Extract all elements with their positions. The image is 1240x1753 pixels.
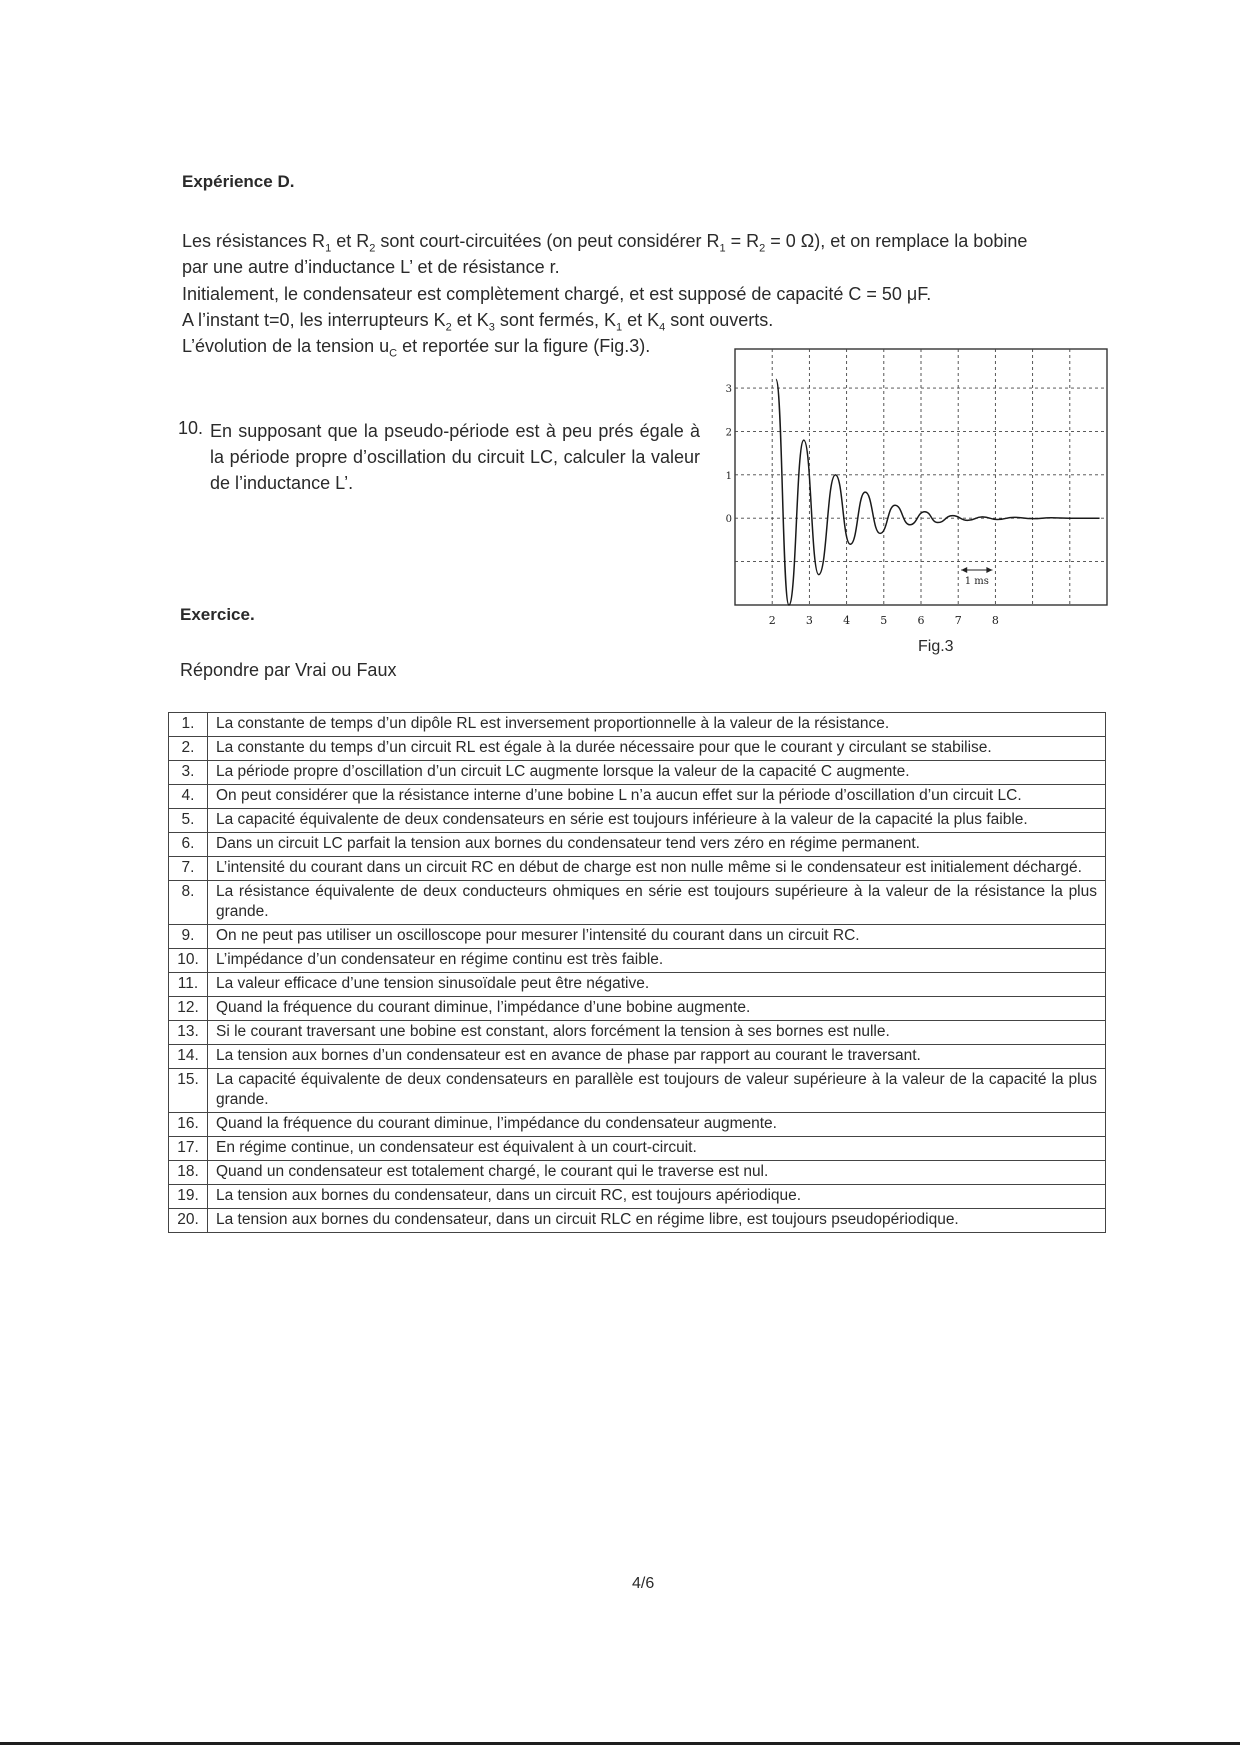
statement-number: 1. (169, 713, 208, 737)
statement-text: La tension aux bornes d’un condensateur est en avance de phase par rapport au courant le traversant. (208, 1045, 1106, 1069)
table-row (169, 1069, 1106, 1113)
question-number: 10. (178, 418, 204, 438)
oscillogram-chart (722, 345, 1112, 625)
table-row (169, 881, 1106, 925)
table-row (169, 713, 1106, 737)
statement-text: La période propre d’oscillation d’un circuit LC augmente lorsque la valeur de la capacité C augmente. (208, 761, 1106, 785)
x-tick-label: 7 (954, 614, 962, 625)
statement-text: La capacité équivalente de deux condensateurs en série est toujours inférieure à la valeur de la capacité la plus faible. (208, 809, 1106, 833)
table-row (169, 1161, 1106, 1185)
uc-voltage-curve (776, 379, 1100, 605)
statement-number: 20. (169, 1209, 208, 1233)
table-row (169, 949, 1106, 973)
statement-text: La capacité équivalente de deux condensateurs en parallèle est toujours de valeur supérieure à la valeur de la capacité la plus grande. (208, 1069, 1106, 1113)
statement-number: 18. (169, 1161, 208, 1185)
statement-number: 2. (169, 737, 208, 761)
statement-text: Quand la fréquence du courant diminue, l’impédance d’une bobine augmente. (208, 997, 1106, 1021)
statement-text: Quand un condensateur est totalement chargé, le courant qui le traverse est nul. (208, 1161, 1106, 1185)
statement-number: 7. (169, 857, 208, 881)
statement-text: On peut considérer que la résistance interne d’une bobine L n’a aucun effet sur la période d’oscillation d’un circuit LC. (208, 785, 1106, 809)
statement-number: 19. (169, 1185, 208, 1209)
table-row (169, 761, 1106, 785)
statement-text: La résistance équivalente de deux conducteurs ohmiques en série est toujours supérieure à la valeur de la résistance la plus grande. (208, 881, 1106, 925)
paragraph-line-5: L’évolution de la tension $u_C$ et reportée sur la figure (Fig.3). (182, 336, 651, 360)
statement-number: 8. (169, 881, 208, 925)
statement-number: 13. (169, 1021, 208, 1045)
table-row (169, 737, 1106, 761)
statement-number: 14. (169, 1045, 208, 1069)
table-row (169, 1021, 1106, 1045)
exercise-instruction: Répondre par Vrai ou Faux (180, 660, 397, 680)
statement-text: En régime continue, un condensateur est équivalent à un court-circuit. (208, 1137, 1106, 1161)
paragraph-line-1: Les résistances $R_1$ et $R_2$ sont court-circuitées (on peut considérer $R_1 = R_2 = 0$ Ω), et on remplace la bobine (182, 231, 1028, 255)
table-row (169, 1113, 1106, 1137)
table-row (169, 785, 1106, 809)
true-false-table (168, 712, 1106, 1233)
table-row (169, 925, 1106, 949)
table-row (169, 973, 1106, 997)
table-row (169, 1045, 1106, 1069)
paragraph-line-3: Initialement, le condensateur est complètement chargé, et est supposé de capacité C = 50 μF. (182, 284, 932, 304)
table-row (169, 809, 1106, 833)
statement-number: 5. (169, 809, 208, 833)
figure-caption: Fig.3 (918, 638, 954, 655)
statement-text: La tension aux bornes du condensateur, dans un circuit RLC en régime libre, est toujours pseudopériodique. (208, 1209, 1106, 1233)
x-tick-label: 8 (991, 614, 999, 625)
statement-number: 9. (169, 925, 208, 949)
statement-text: Dans un circuit LC parfait la tension aux bornes du condensateur tend vers zéro en régime permanent. (208, 833, 1106, 857)
statement-text: On ne peut pas utiliser un oscilloscope pour mesurer l’intensité du courant dans un circuit RC. (208, 925, 1106, 949)
table-row (169, 1137, 1106, 1161)
paragraph-line-2: par une autre d’inductance L’ et de résistance r. (182, 257, 560, 277)
page-number: 4/6 (632, 1575, 655, 1592)
statement-text: L’impédance d’un condensateur en régime continu est très faible. (208, 949, 1106, 973)
x-tick-label: 2 (768, 614, 776, 625)
statement-number: 15. (169, 1069, 208, 1113)
y-tick-label: 3 (725, 384, 732, 396)
y-tick-label: 0 (725, 514, 732, 526)
question-text: En supposant que la pseudo-période est à peu prés égale à la période propre d’oscillation du circuit LC, calculer la valeur de l’inductance L’. (210, 421, 700, 493)
y-tick-label: 1 (725, 470, 732, 482)
statement-number: 17. (169, 1137, 208, 1161)
statement-text: Quand la fréquence du courant diminue, l’impédance du condensateur augmente. (208, 1113, 1106, 1137)
scan-edge-line (0, 1742, 1240, 1745)
table-row (169, 1185, 1106, 1209)
statement-number: 6. (169, 833, 208, 857)
table-row (169, 1209, 1106, 1233)
statement-number: 4. (169, 785, 208, 809)
statement-number: 10. (169, 949, 208, 973)
statement-number: 3. (169, 761, 208, 785)
exercise-title: Exercice. (180, 605, 255, 624)
statement-text: La valeur efficace d’une tension sinusoïdale peut être négative. (208, 973, 1106, 997)
table-row (169, 857, 1106, 881)
statement-text: Si le courant traversant une bobine est constant, alors forcément la tension à ses bornes est nulle. (208, 1021, 1106, 1045)
statement-number: 11. (169, 973, 208, 997)
statement-text: La tension aux bornes du condensateur, dans un circuit RC, est toujours apériodique. (208, 1185, 1106, 1209)
x-tick-label: 5 (880, 614, 888, 625)
x-tick-label: 3 (805, 614, 813, 625)
scale-label: 1 ms (964, 576, 989, 587)
experience-title: Expérience D. (182, 172, 295, 191)
y-tick-label: 2 (725, 427, 732, 439)
statement-number: 12. (169, 997, 208, 1021)
paragraph-line-4: A l’instant t=0, les interrupteurs $K_2$ et $K_3$ sont fermés, $K_1$ et $K_4$ sont ouverts. (182, 310, 774, 334)
statement-number: 16. (169, 1113, 208, 1137)
statement-text: La constante de temps d’un dipôle RL est inversement proportionnelle à la valeur de la résistance. (208, 713, 1106, 737)
statement-text: L’intensité du courant dans un circuit RC en début de charge est non nulle même si le condensateur est initialement déchargé. (208, 857, 1106, 881)
x-tick-label: 6 (917, 614, 925, 625)
statement-text: La constante du temps d’un circuit RL est égale à la durée nécessaire pour que le courant y circulant se stabilise. (208, 737, 1106, 761)
table-row (169, 997, 1106, 1021)
x-tick-label: 4 (843, 614, 851, 625)
table-row (169, 833, 1106, 857)
